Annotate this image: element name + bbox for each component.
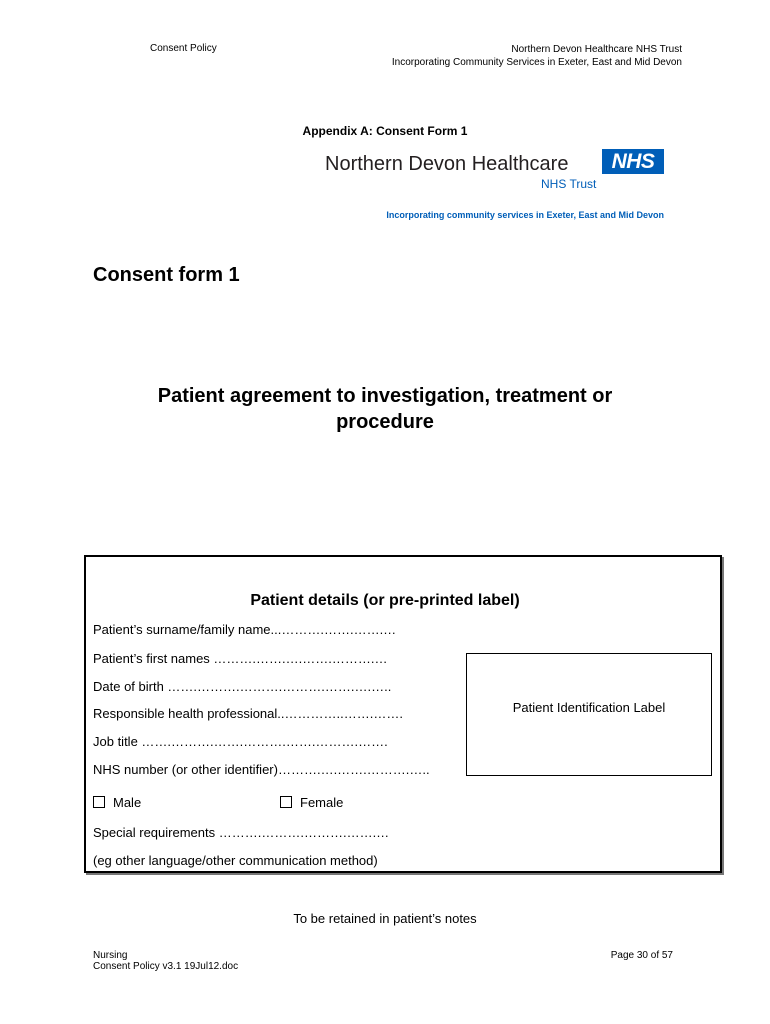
health-professional-field[interactable]: Responsible health professional..…………..…….……. bbox=[93, 706, 403, 721]
footer-department: Nursing bbox=[93, 950, 128, 961]
date-of-birth-field[interactable]: Date of birth …….……….……….……….…….….….. bbox=[93, 679, 392, 694]
header-left: Consent Policy bbox=[150, 43, 217, 54]
logo-trust: NHS Trust bbox=[541, 177, 597, 191]
header-right bbox=[392, 43, 682, 69]
male-option[interactable] bbox=[93, 795, 141, 810]
footer-document: Consent Policy v3.1 19Jul12.doc bbox=[93, 961, 239, 972]
trust-logo bbox=[320, 148, 665, 228]
surname-field[interactable]: Patient’s surname/family name...……….…….…….… bbox=[93, 622, 397, 637]
male-checkbox-icon[interactable] bbox=[93, 796, 105, 808]
patient-identification-label: Patient Identification Label bbox=[512, 700, 666, 715]
special-requirements-note: (eg other language/other communication method) bbox=[93, 853, 378, 868]
nhs-number-field[interactable]: NHS number (or other identifier)……….….…….……….….. bbox=[93, 762, 430, 777]
header-incorporating: Incorporating Community Services in Exeter, East and Mid Devon bbox=[391, 57, 682, 68]
patient-details-title: Patient details (or pre-printed label) bbox=[250, 592, 520, 609]
footer-left bbox=[93, 950, 238, 972]
main-title-line2: procedure bbox=[336, 411, 434, 433]
female-checkbox-icon[interactable] bbox=[280, 796, 292, 808]
female-option[interactable] bbox=[280, 795, 343, 810]
special-requirements-field[interactable]: Special requirements ……….……….……….…….… bbox=[93, 825, 390, 840]
appendix-title: Appendix A: Consent Form 1 bbox=[302, 124, 468, 138]
patient-identification-label-box bbox=[466, 653, 712, 776]
form-name: Consent form 1 bbox=[93, 264, 240, 286]
logo-tagline: Incorporating community services in Exeter, East and Mid Devon bbox=[386, 210, 664, 220]
nhs-logo-icon: NHS bbox=[602, 149, 664, 174]
page-number: Page 30 of 57 bbox=[610, 950, 673, 961]
header-trust-name: Northern Devon Healthcare NHS Trust bbox=[511, 44, 682, 55]
male-label: Male bbox=[113, 795, 142, 810]
main-title bbox=[0, 383, 770, 435]
logo-org-name: Northern Devon Healthcare bbox=[325, 153, 569, 175]
first-names-field[interactable]: Patient’s first names ……….…….….…….……….… bbox=[93, 651, 388, 666]
female-label: Female bbox=[300, 795, 344, 810]
main-title-line1: Patient agreement to investigation, treatment or bbox=[157, 385, 613, 407]
retained-note: To be retained in patient’s notes bbox=[293, 911, 477, 926]
job-title-field[interactable]: Job title …….……….…….……….…….……….……. bbox=[93, 734, 388, 749]
